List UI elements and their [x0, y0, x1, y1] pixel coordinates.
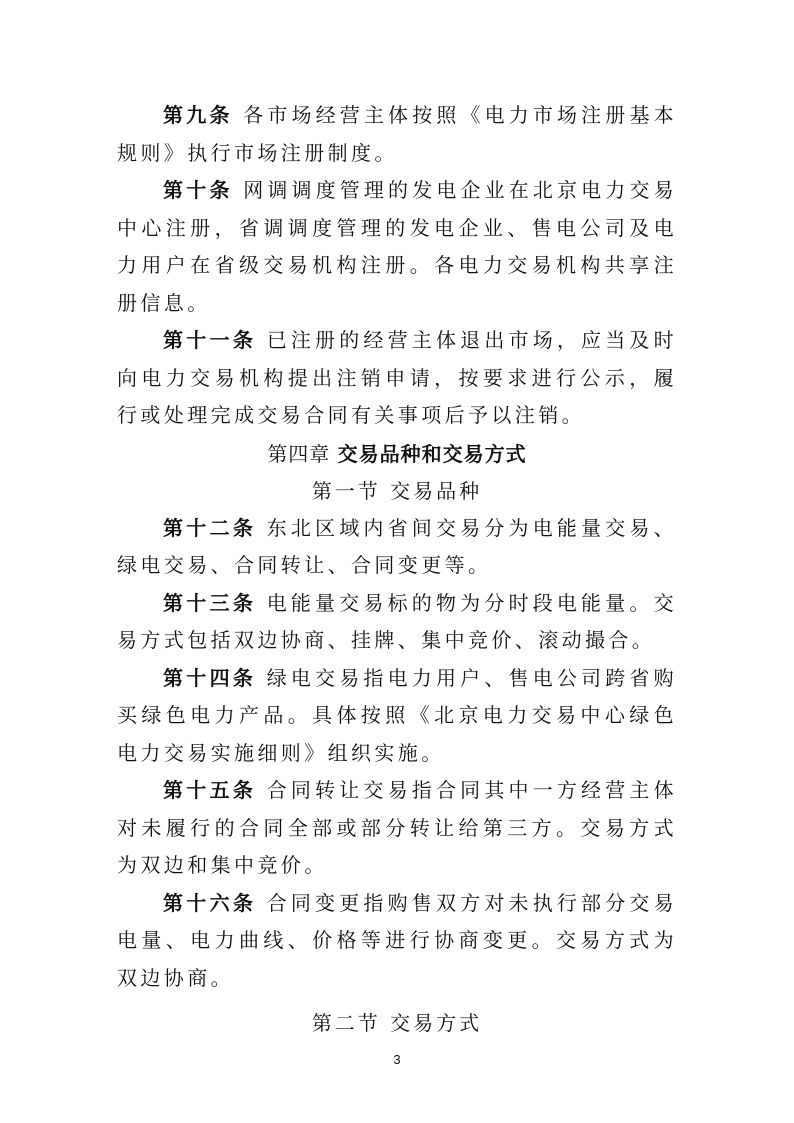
- article-14: [117, 660, 677, 773]
- article-title: 第十四条: [163, 665, 257, 690]
- article-text: 绿电交易指电力用户、售电公司跨省购买绿色电力产品。具体按照《北京电力交易中心绿色电力交易实施细则》组织实施。: [117, 665, 677, 765]
- article-15: [117, 772, 677, 885]
- article-13: [117, 585, 677, 660]
- section-heading: 第二节 交易方式: [311, 1011, 483, 1035]
- article-text: 合同转让交易指合同其中一方经营主体对未履行的合同全部或部分转让给第三方。交易方式为双边和集中竞价。: [117, 778, 677, 877]
- chapter-heading: [117, 435, 677, 473]
- article-text: 各市场经营主体按照《电力市场注册基本规则》执行市场注册制度。: [117, 103, 677, 165]
- article-title: 第十二条: [163, 515, 257, 540]
- article-12: [117, 510, 677, 585]
- article-text: 合同变更指购售双方对未执行部分交易电量、电力曲线、价格等进行协商变更。交易方式为双边协商。: [117, 890, 677, 990]
- article-11: [117, 322, 677, 435]
- article-9: [117, 97, 677, 172]
- section-heading: 第一节 交易品种: [311, 478, 483, 503]
- page-number: 3: [393, 1052, 401, 1067]
- chapter-name: 交易品种和交易方式: [337, 441, 527, 466]
- article-title: 第十条: [163, 178, 233, 202]
- article-text: 电能量交易标的物为分时段电能量。交易方式包括双边协商、挂牌、集中竞价、滚动撮合。: [117, 590, 677, 652]
- article-text: 已注册的经营主体退出市场，应当及时向电力交易机构提出注销申请，按要求进行公示，履行或处理完成交易合同有关事项后予以注销。: [117, 328, 677, 427]
- page-body: [117, 97, 677, 1042]
- article-title: 第十六条: [163, 890, 257, 915]
- article-title: 第十一条: [163, 328, 257, 352]
- article-text: 东北区域内省间交易分为电能量交易、绿电交易、合同转让、合同变更等。: [117, 515, 677, 577]
- article-10: [117, 172, 677, 322]
- chapter-number: 第四章: [267, 441, 331, 466]
- article-title: 第十三条: [163, 590, 257, 615]
- article-16: [117, 885, 677, 998]
- article-text: 网调调度管理的发电企业在北京电力交易中心注册，省调调度管理的发电企业、售电公司及电力用户在省级交易机构注册。各电力交易机构共享注册信息。: [117, 178, 677, 315]
- article-title: 第九条: [163, 103, 233, 127]
- article-title: 第十五条: [163, 778, 257, 802]
